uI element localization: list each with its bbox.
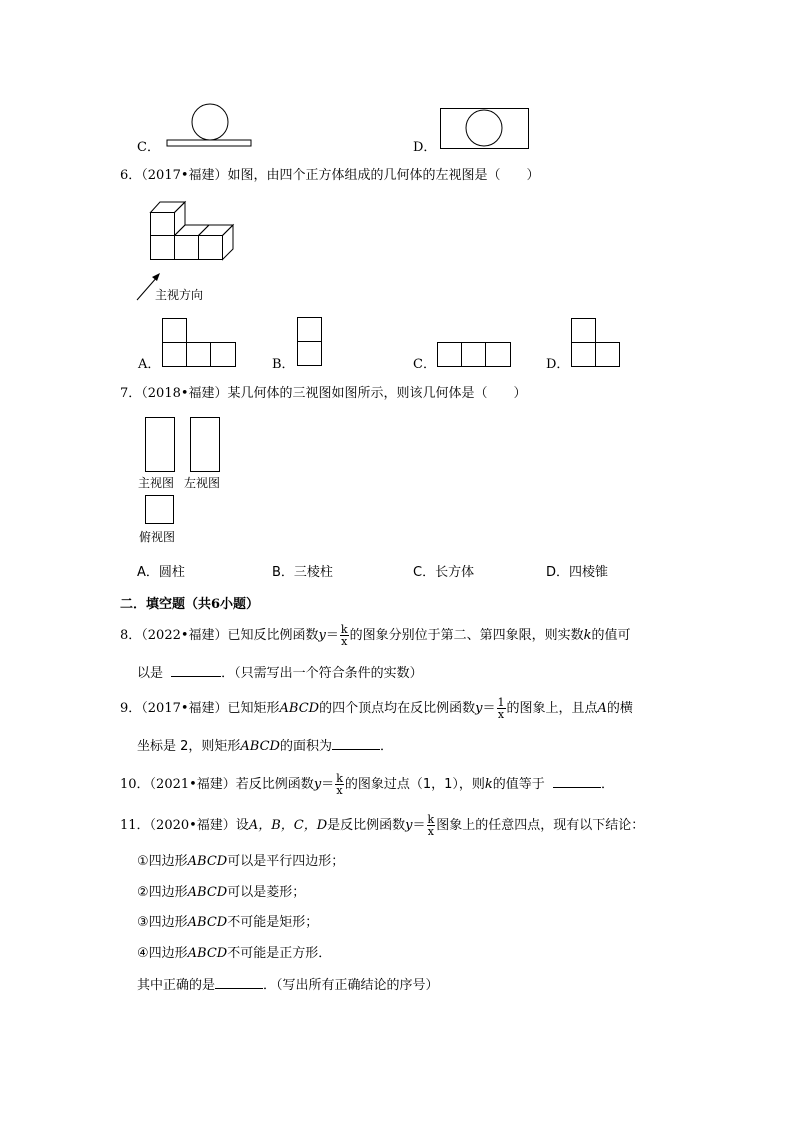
q11-text-1: 设 bbox=[235, 818, 249, 833]
q9-text-2: 的四个顶点均在反比例函数 bbox=[319, 701, 476, 716]
q6-option-b-square bbox=[297, 317, 322, 342]
q11-conclusion-1 bbox=[137, 853, 344, 871]
q9-text-3: 的图象上，且点 bbox=[506, 701, 598, 716]
q7-front-view-label: 主视图 bbox=[138, 476, 175, 490]
q7-top-view-rect bbox=[145, 495, 174, 524]
q11-var-y: y bbox=[405, 818, 413, 833]
q6-option-c-square bbox=[461, 342, 486, 367]
q11-item-3-post: 不可能是矩形； bbox=[227, 915, 319, 930]
q11-points: A，B，C，D bbox=[248, 818, 328, 833]
q11-conclusion-2 bbox=[137, 884, 305, 902]
q7-prefix: 7．（2018•福建） bbox=[120, 386, 228, 401]
q11-item-3-abcd: ABCD bbox=[187, 915, 228, 930]
q8-fraction-denominator: x bbox=[341, 635, 348, 648]
q8-var-y: y bbox=[318, 628, 326, 643]
q7-option-c: C．长方体 bbox=[413, 565, 475, 580]
q8-text-3: 的值可 bbox=[591, 628, 631, 643]
q9-abcd: ABCD bbox=[279, 701, 320, 716]
q9-fraction-numerator: 1 bbox=[497, 696, 505, 709]
q9-fraction bbox=[497, 697, 506, 720]
q10-equals: ＝ bbox=[321, 777, 335, 792]
q6-text: 如图，由四个正方体组成的几何体的左视图是（ ） bbox=[227, 168, 540, 183]
q10-var-k: k bbox=[484, 777, 493, 792]
q7-side-view-rect bbox=[190, 417, 220, 472]
q6-option-a-square bbox=[186, 342, 211, 367]
q11-item-2-abcd: ABCD bbox=[187, 885, 228, 900]
q9-abcd-2: ABCD bbox=[240, 739, 280, 754]
q6-option-c-square bbox=[485, 342, 511, 367]
q8-equals: ＝ bbox=[325, 628, 339, 643]
q6-arrow-label: 主视方向 bbox=[155, 288, 204, 302]
q8-var-k: k bbox=[583, 628, 592, 643]
q8-line2-text-a: 以是 bbox=[137, 666, 164, 681]
question-9-line-2 bbox=[137, 737, 393, 756]
q7-front-view-rect bbox=[145, 417, 175, 472]
q11-last-text-b: ．（写出所有正确结论的序号） bbox=[263, 978, 439, 993]
q8-prefix: 8．（2022•福建） bbox=[120, 628, 228, 643]
q11-item-4-abcd: ABCD bbox=[187, 946, 228, 961]
q8-answer-blank[interactable] bbox=[171, 664, 221, 677]
question-7 bbox=[120, 385, 527, 403]
q11-item-1-post: 可以是平行四边形； bbox=[227, 854, 345, 869]
q10-prefix: 10．（2021•福建） bbox=[120, 777, 236, 792]
q6-option-d-square bbox=[571, 342, 596, 367]
question-8-line-2 bbox=[137, 664, 423, 683]
q11-text-3: 图象上的任意四点，现有以下结论： bbox=[436, 818, 645, 833]
q11-item-1-number: ① bbox=[137, 854, 149, 869]
q8-fraction bbox=[340, 624, 349, 647]
q11-fraction bbox=[427, 814, 436, 837]
q6-option-d-square bbox=[595, 342, 620, 367]
q11-item-4-post: 不可能是正方形． bbox=[227, 946, 332, 961]
q10-text-2: 的图象过点（1，1），则 bbox=[344, 777, 485, 792]
q5-option-c-figure bbox=[163, 102, 253, 148]
q11-item-3-pre: 四边形 bbox=[148, 915, 188, 930]
q11-last-text-a: 其中正确的是 bbox=[137, 978, 216, 993]
q9-line2-text-a: 坐标是 2，则矩形 bbox=[137, 739, 241, 754]
q9-point-a: A bbox=[597, 701, 607, 716]
q8-text-1: 已知反比例函数 bbox=[227, 628, 319, 643]
q6-prefix: 6．（2017•福建） bbox=[120, 168, 228, 183]
q11-item-1-abcd: ABCD bbox=[187, 854, 228, 869]
q6-option-b-label: B． bbox=[272, 357, 295, 372]
q6-option-d-label: D． bbox=[546, 357, 570, 372]
q11-final-line bbox=[137, 976, 439, 995]
q9-line2-text-b: 的面积为 bbox=[279, 739, 332, 754]
q6-option-c-square bbox=[437, 342, 462, 367]
q11-conclusion-3 bbox=[137, 914, 318, 932]
q11-item-2-pre: 四边形 bbox=[148, 885, 188, 900]
question-10 bbox=[120, 773, 614, 796]
q5-option-d-label: D． bbox=[413, 140, 437, 155]
q11-text-2: 是反比例函数 bbox=[327, 818, 406, 833]
q9-text-1: 已知矩形 bbox=[227, 701, 280, 716]
question-6 bbox=[120, 167, 540, 185]
q6-option-a-square bbox=[162, 342, 187, 367]
q11-item-1-pre: 四边形 bbox=[148, 854, 188, 869]
q10-fraction bbox=[335, 773, 344, 796]
q11-item-2-post: 可以是菱形； bbox=[227, 885, 306, 900]
q5-option-d-figure bbox=[440, 108, 532, 150]
q5-option-c-label: C． bbox=[137, 140, 160, 155]
q11-fraction-denominator: x bbox=[427, 825, 434, 838]
q9-answer-blank[interactable] bbox=[332, 737, 380, 750]
question-8 bbox=[120, 624, 631, 647]
q10-text-3: 的值等于 bbox=[492, 777, 545, 792]
q11-conclusion-4 bbox=[137, 945, 331, 963]
q6-option-d-square bbox=[571, 318, 596, 343]
q6-option-a-label: A． bbox=[138, 357, 161, 372]
q8-text-2: 的图象分别位于第二、第四象限，则实数 bbox=[349, 628, 584, 643]
q10-answer-blank[interactable] bbox=[553, 775, 601, 788]
q7-text: 某几何体的三视图如图所示，则该几何体是（ ） bbox=[227, 386, 527, 401]
q11-equals: ＝ bbox=[412, 818, 426, 833]
q10-text-1: 若反比例函数 bbox=[235, 777, 314, 792]
q7-option-b: B．三棱柱 bbox=[272, 565, 333, 580]
q11-prefix: 11．（2020•福建） bbox=[120, 818, 236, 833]
q11-answer-blank[interactable] bbox=[215, 976, 263, 989]
q6-option-a-square bbox=[210, 342, 236, 367]
section-2-title: 二．填空题（共6小题） bbox=[120, 597, 260, 612]
q8-line2-text-b: ．（只需写出一个符合条件的实数） bbox=[221, 666, 423, 681]
q9-text-4: 的横 bbox=[606, 701, 633, 716]
q6-solid-figure bbox=[150, 196, 240, 264]
q9-prefix: 9．（2017•福建） bbox=[120, 701, 228, 716]
q10-var-y: y bbox=[313, 777, 322, 792]
q6-option-c-label: C． bbox=[413, 357, 436, 372]
q9-line2-text-c: ． bbox=[379, 739, 393, 754]
q7-top-view-label: 俯视图 bbox=[139, 530, 176, 544]
q11-item-2-number: ② bbox=[137, 885, 149, 900]
q8-fraction-numerator: k bbox=[340, 623, 348, 636]
q11-item-3-number: ③ bbox=[137, 915, 149, 930]
q11-fraction-numerator: k bbox=[427, 813, 435, 826]
q9-fraction-denominator: x bbox=[497, 708, 505, 721]
q9-equals: ＝ bbox=[482, 701, 496, 716]
q7-option-a: A．圆柱 bbox=[137, 565, 185, 580]
q7-option-d: D．四棱锥 bbox=[546, 565, 609, 580]
q10-text-4: ． bbox=[600, 777, 614, 792]
q10-fraction-numerator: k bbox=[336, 772, 343, 785]
q7-side-view-label: 左视图 bbox=[184, 476, 221, 490]
q10-fraction-denominator: x bbox=[336, 784, 343, 797]
question-11 bbox=[120, 814, 644, 837]
question-9 bbox=[120, 697, 633, 720]
q9-var-y: y bbox=[475, 701, 483, 716]
q11-item-4-number: ④ bbox=[137, 946, 149, 961]
q6-option-a-square bbox=[162, 318, 187, 343]
q6-option-b-square bbox=[297, 341, 322, 366]
q11-item-4-pre: 四边形 bbox=[148, 946, 188, 961]
